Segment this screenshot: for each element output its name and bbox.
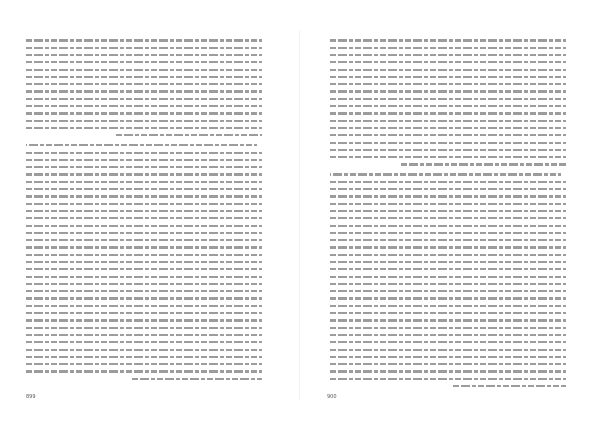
text-line [330,162,566,167]
text-line [26,347,262,352]
text-line [330,140,566,145]
text-line [26,238,262,243]
right-page-text [330,38,566,390]
text-line [330,74,566,79]
text-line [26,354,262,359]
text-line [330,347,566,352]
text-line [330,333,566,338]
text-line [26,53,262,58]
text-line [26,150,262,155]
text-line [330,311,566,316]
text-line [330,296,566,301]
text-line [330,38,566,43]
text-line [330,216,566,221]
left-page-text [26,38,262,390]
text-line [26,274,262,279]
text-line [330,194,566,199]
text-line [330,67,566,72]
text-line [26,45,262,50]
text-line [330,104,566,109]
text-line [26,60,262,65]
text-line [330,238,566,243]
text-line [26,89,262,94]
text-line [26,74,262,79]
text-line [330,230,566,235]
text-line [330,53,566,58]
text-line [330,369,566,374]
text-line [330,362,566,367]
text-line [26,38,262,43]
text-line [26,118,262,123]
text-line [26,82,262,87]
text-line [330,245,566,250]
text-line [26,187,262,192]
text-line [330,45,566,50]
text-line [26,296,262,301]
text-line [330,82,566,87]
text-line [330,111,566,116]
text-line [26,289,262,294]
text-line [26,282,262,287]
text-line [330,155,566,160]
text-line [26,179,262,184]
text-line [26,201,262,206]
text-line [330,96,566,101]
text-line [330,89,566,94]
text-line [26,194,262,199]
text-line [26,172,262,177]
text-line [330,126,566,131]
text-line [330,267,566,272]
text-line [26,96,262,101]
text-line [26,216,262,221]
text-line [330,133,566,138]
text-line [330,340,566,345]
text-line [330,147,566,152]
text-line [26,303,262,308]
text-line [330,384,566,389]
text-line [330,260,566,265]
text-line [26,143,262,148]
text-line [26,252,262,257]
text-line [26,245,262,250]
text-line [26,333,262,338]
text-line [26,209,262,214]
text-line [26,111,262,116]
text-line [330,201,566,206]
text-line [26,133,262,138]
text-line [26,230,262,235]
text-line [330,325,566,330]
text-line [26,369,262,374]
text-line [330,376,566,381]
page-gutter [299,30,300,400]
text-line [26,67,262,72]
text-line [330,60,566,65]
text-line [330,172,566,177]
text-line [330,303,566,308]
left-page-number: 899 [26,394,36,400]
text-line [26,104,262,109]
text-line [26,267,262,272]
text-line [26,318,262,323]
text-line [26,165,262,170]
text-line [330,282,566,287]
text-line [26,325,262,330]
text-line [330,252,566,257]
text-line [330,223,566,228]
text-line [330,118,566,123]
text-line [330,209,566,214]
text-line [330,318,566,323]
text-line [26,311,262,316]
text-line [330,179,566,184]
text-line [26,260,262,265]
text-line [26,376,262,381]
right-page-number: 900 [327,394,337,400]
text-line [26,362,262,367]
text-line [26,126,262,131]
text-line [330,289,566,294]
text-line [330,187,566,192]
text-line [26,223,262,228]
text-line [330,354,566,359]
text-line [330,274,566,279]
text-line [26,157,262,162]
text-line [26,340,262,345]
